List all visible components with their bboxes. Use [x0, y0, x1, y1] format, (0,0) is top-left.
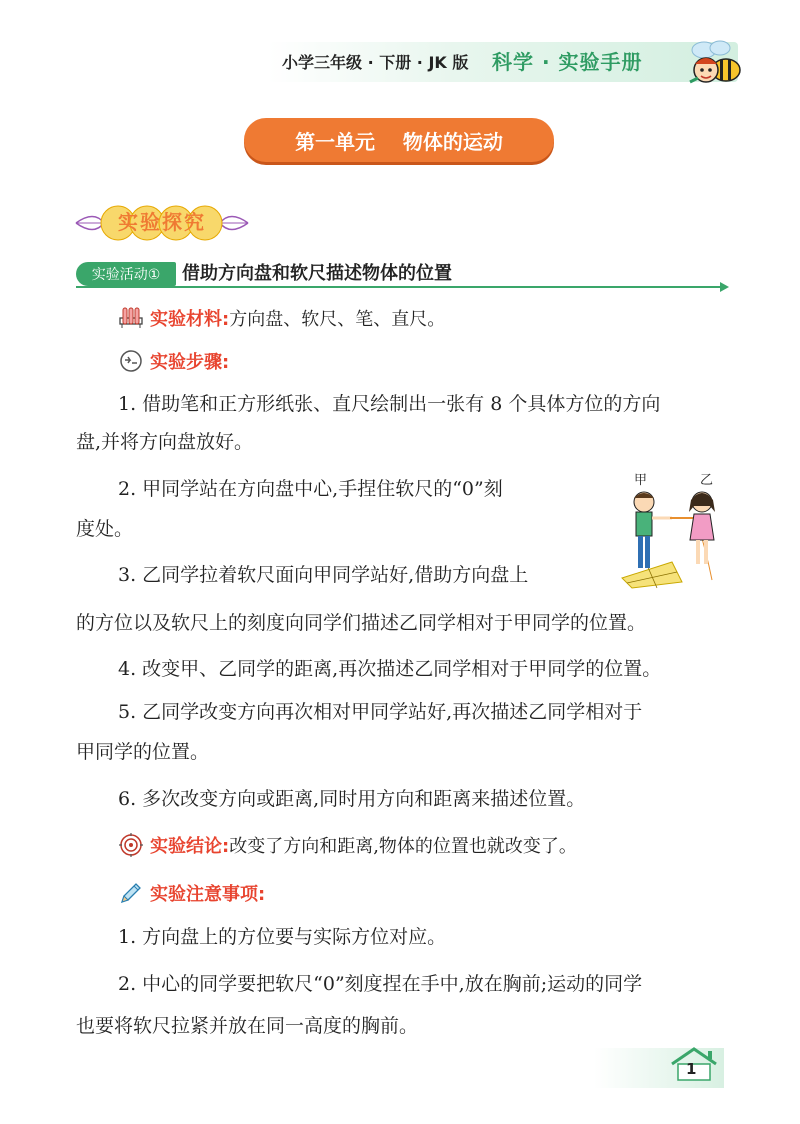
materials-value: 方向盘、软尺、笔、直尺。: [229, 309, 446, 330]
label-jia: 甲: [634, 473, 648, 488]
step-line-1: 1. 借助笔和正方形纸张、直尺绘制出一张有 8 个具体方位的方向: [118, 393, 661, 415]
header-title: 科学 · 实验手册: [492, 50, 643, 74]
activity-title: 借助方向盘和软尺描述物体的位置: [182, 263, 452, 284]
section-badge: 实验探究: [118, 210, 206, 234]
activity-arrow-icon: [720, 282, 729, 292]
label-yi: 乙: [700, 473, 714, 488]
steps-heading: [150, 348, 229, 374]
step-line-10: 6. 多次改变方向或距离,同时用方向和距离来描述位置。: [118, 788, 586, 810]
steps-label: 实验步骤:: [150, 352, 230, 373]
conclusion-row: [150, 832, 577, 858]
unit-banner: 第一单元 物体的运动: [244, 118, 554, 162]
step-line-9: 甲同学的位置。: [76, 741, 210, 763]
conclusion-label: 实验结论:: [150, 836, 230, 857]
step-line-4: 度处。: [76, 518, 134, 540]
step-line-6: 的方位以及软尺上的刻度向同学们描述乙同学相对于甲同学的位置。: [76, 612, 647, 634]
notes-label: 实验注意事项:: [150, 884, 266, 905]
activity-tag: 实验活动①: [76, 262, 176, 286]
bee-mascot-icon: [686, 36, 744, 88]
target-icon: [118, 832, 144, 858]
header-subtitle: 小学三年级 · 下册 · JK 版: [282, 53, 469, 72]
step-line-2: 盘,并将方向盘放好。: [76, 431, 254, 453]
note-line-2: 2. 中心的同学要把软尺“0”刻度捏在手中,放在胸前;运动的同学: [118, 973, 643, 995]
step-line-5: 3. 乙同学拉着软尺面向甲同学站好,借助方向盘上: [118, 564, 529, 586]
steps-icon: [118, 348, 144, 374]
notes-heading: [150, 880, 265, 906]
students-illustration: [612, 470, 726, 590]
step-line-3: 2. 甲同学站在方向盘中心,手捏住软尺的“0”刻: [118, 478, 503, 500]
note-line-1: 1. 方向盘上的方位要与实际方位对应。: [118, 926, 447, 948]
test-tubes-icon: [118, 304, 144, 330]
note-line-3: 也要将软尺拉紧并放在同一高度的胸前。: [76, 1015, 419, 1037]
activity-underline: [76, 286, 726, 288]
materials-row: [150, 305, 445, 331]
conclusion-value: 改变了方向和距离,物体的位置也就改变了。: [229, 836, 577, 857]
step-line-8: 5. 乙同学改变方向再次相对甲同学站好,再次描述乙同学相对于: [118, 701, 643, 723]
step-line-7: 4. 改变甲、乙同学的距离,再次描述乙同学相对于甲同学的位置。: [118, 658, 662, 680]
materials-label: 实验材料:: [150, 309, 230, 330]
pencil-icon: [118, 880, 144, 906]
page-number: 1: [686, 1060, 697, 1078]
